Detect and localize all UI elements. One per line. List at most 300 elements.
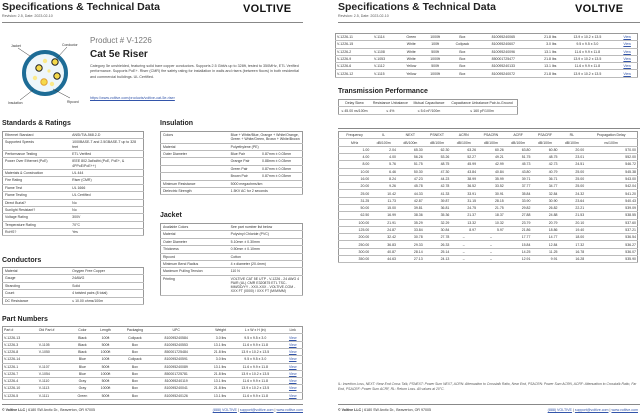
part-row — [336, 48, 638, 55]
cell — [373, 41, 399, 48]
table-row — [3, 184, 144, 191]
cell: 850001725477 — [478, 55, 529, 62]
view-link[interactable]: View — [283, 378, 302, 385]
value: VOLTIVE CAT 5E UTP - V-1226 - 24 AWG 4 PAIR (UL) CMR E320875 ETL TSC-MM/DD/YY - XXX-XXX - VOLTIVE.COM - XXX FT (0000) / XXX FT (M/M/MM) — [229, 275, 303, 295]
value: 1000BASE-T and 2.5GBASE-T up to 328 feet — [70, 139, 143, 151]
cell: V-1226-9 — [336, 55, 373, 62]
cell: 42.87 — [397, 197, 424, 204]
value: ANSI/TIA-568.2-D — [70, 132, 143, 139]
cell: 45.78 — [397, 183, 424, 190]
value: Polyethylene (PE) — [229, 143, 303, 150]
key: Flame Testing — [3, 192, 71, 199]
cell: 52.27 — [450, 154, 477, 161]
cell: – — [450, 234, 477, 241]
cell: V-1226-5 — [3, 392, 38, 399]
cell: White — [399, 48, 423, 55]
value: Solid — [70, 282, 143, 289]
product-description: Category 5e unshielded, featuring solid bare copper conductors. Supports 2.5 Gbit/s up to 328ft, tested to 350MHz, ETL Verified performance. Supports PoE+. Riser (CMR) fire safety rating for installation in walls and risers (between floors) in both residential and commercial buildings. UL Certified. — [90, 64, 299, 79]
key — [161, 165, 229, 172]
table-row — [3, 177, 144, 184]
table-row — [161, 268, 303, 275]
value: UL Certified — [70, 192, 143, 199]
cell: 1000ft — [423, 34, 447, 41]
cell: 24.88 — [531, 212, 558, 219]
table-row — [161, 253, 303, 260]
unit-header: ns/100m — [585, 139, 637, 146]
value: See part number list below — [229, 224, 303, 231]
key: Ethernet Standard — [3, 132, 71, 139]
value: No — [70, 199, 143, 206]
cell: 537.21 — [585, 226, 637, 233]
value: 300V — [70, 214, 143, 221]
cell: Box — [118, 378, 153, 385]
cell: 21.53 — [558, 212, 585, 219]
cell: 38.99 — [450, 175, 477, 182]
cell: 23.01 — [558, 154, 585, 161]
part-row — [3, 363, 303, 370]
cell: 25.00 — [558, 168, 585, 175]
cell: 11.6 x 9.9 x 11.8 — [227, 378, 283, 385]
cell: 1000ft — [423, 70, 447, 77]
column-header: Propagation Delay — [585, 132, 637, 139]
footer-email[interactable]: support@voltive.com — [574, 408, 609, 412]
column-header: NEXT — [397, 132, 424, 139]
cell: V-1226-14 — [3, 356, 38, 363]
value: Oxygen Free Copper — [70, 268, 143, 275]
cell: 21.86 — [505, 226, 532, 233]
cell: ≤ 4% — [370, 107, 411, 114]
unit-header: dB/100m — [531, 139, 558, 146]
cell: 13.9 x 10.2 x 13.5 — [227, 370, 283, 377]
part-row — [336, 55, 638, 62]
cell: 810095240553 — [152, 341, 200, 348]
cell: 11.6 x 9.9 x 11.8 — [227, 392, 283, 399]
table-row — [339, 255, 638, 262]
cell: V-1107 — [38, 363, 72, 370]
cell: 49.21 — [477, 154, 505, 161]
cell: Blue — [71, 356, 93, 363]
view-link[interactable]: View — [283, 356, 302, 363]
table-row — [339, 161, 638, 168]
cell: 37.77 — [505, 183, 532, 190]
view-link[interactable]: View — [283, 370, 302, 377]
table-row — [339, 183, 638, 190]
standards-table — [2, 131, 144, 236]
key: RoHS? — [3, 229, 71, 236]
cell: 21.8 lbs — [200, 348, 227, 355]
column-header: Delay Skew — [339, 100, 370, 107]
footer-left — [338, 408, 431, 412]
cell: 810095240126 — [152, 392, 200, 399]
part-row — [3, 334, 303, 341]
cell: 21.8 lbs — [200, 370, 227, 377]
cell: 536.07 — [585, 248, 637, 255]
cell: 36.81 — [424, 205, 451, 212]
unit-header: dB/100m — [477, 139, 505, 146]
value: Cotton — [229, 253, 303, 260]
key: Gauge — [3, 275, 71, 282]
cell: – — [450, 241, 477, 248]
cell: 25.00 — [339, 190, 371, 197]
cell: 39.87 — [424, 197, 451, 204]
key: Direct Burial? — [3, 199, 71, 206]
cell: 50.30 — [397, 168, 424, 175]
cell: 9.5 x 9.5 x 3.0 — [227, 356, 283, 363]
sep: | — [609, 408, 611, 412]
cell: 500ft — [94, 341, 118, 348]
key: Thickness — [161, 246, 229, 253]
cell: 24.13 — [424, 255, 451, 262]
cell: 62.30 — [424, 146, 451, 153]
column-header: Part # — [3, 327, 38, 334]
cell: 543.00 — [585, 175, 637, 182]
cell: 11.6 x 9.9 x 11.8 — [557, 63, 617, 70]
cell: 65.30 — [397, 146, 424, 153]
table-row — [3, 297, 144, 304]
cell: Coilpack — [118, 356, 153, 363]
value: 24AWG — [70, 275, 143, 282]
cell: Box — [118, 385, 153, 392]
cell: Box — [118, 363, 153, 370]
cell: Box — [447, 34, 478, 41]
cell: 1000ft — [94, 348, 118, 355]
view-link[interactable]: View — [283, 363, 302, 370]
table-row — [339, 226, 638, 233]
cell: 541.20 — [585, 190, 637, 197]
table-row — [3, 206, 144, 213]
view-link[interactable]: View — [283, 392, 302, 399]
cell: 810095240089 — [152, 363, 200, 370]
cell: ≤ 160 pF/100m — [447, 107, 517, 114]
view-link[interactable]: View — [617, 55, 637, 62]
table-row — [3, 132, 144, 139]
table-row — [161, 187, 303, 194]
cell: 44.33 — [397, 190, 424, 197]
table-row — [339, 190, 638, 197]
cell: 39.81 — [397, 205, 424, 212]
cell: 540.43 — [585, 197, 637, 204]
cell: 56.26 — [397, 154, 424, 161]
key: Performance Testing — [3, 150, 71, 157]
value: 4 x diameter (20.4mm) — [229, 260, 303, 267]
unit-header: MHz — [339, 139, 371, 146]
cell: 29.82 — [505, 205, 532, 212]
cell: 3.0 lbs — [529, 41, 558, 48]
cell: 810095240133 — [478, 63, 529, 70]
cell: 14.77 — [531, 234, 558, 241]
column-header: ACRF — [505, 132, 532, 139]
footer-web[interactable]: www.voltive.com — [611, 408, 638, 412]
cell: 40.87 — [370, 248, 397, 255]
cell: 63.26 — [450, 146, 477, 153]
transmission-table — [338, 131, 638, 263]
footer-phone[interactable]: (888) VOLTIVE — [212, 408, 237, 412]
cell: 536.27 — [585, 241, 637, 248]
unit-header: dB/100m — [397, 139, 424, 146]
key: Voltage Rating — [3, 214, 71, 221]
view-link[interactable]: View — [617, 70, 637, 77]
key — [161, 173, 229, 180]
cell: 4.00 — [339, 154, 371, 161]
table-row — [339, 146, 638, 153]
cell: 27.78 — [424, 234, 451, 241]
cell: 63.80 — [505, 146, 532, 153]
cell: 25.14 — [424, 248, 451, 255]
cell: V-1226-7 — [3, 370, 38, 377]
cell — [38, 356, 72, 363]
footer-web[interactable]: www.voltive.com — [276, 408, 303, 412]
cell: V-1115 — [373, 70, 399, 77]
cell: 40.79 — [531, 168, 558, 175]
key: Ripcord — [161, 253, 229, 260]
cell: 33.91 — [450, 190, 477, 197]
cell: 10.42 — [370, 190, 397, 197]
cell: 9.91 — [531, 255, 558, 262]
column-header: IL — [370, 132, 397, 139]
cell: White — [399, 55, 423, 62]
cell: 60.26 — [477, 146, 505, 153]
cell: 1.00 — [339, 146, 371, 153]
cell: 350.00 — [339, 255, 371, 262]
cell: Black — [71, 348, 93, 355]
cell: – — [477, 255, 505, 262]
key: Sunlight Resistant? — [3, 206, 71, 213]
cell: – — [477, 234, 505, 241]
table-row — [161, 275, 303, 295]
cell: Box — [118, 370, 153, 377]
cell: 26.82 — [531, 205, 558, 212]
cell: 100ft — [94, 334, 118, 341]
od-pair: Orange Pair — [229, 158, 260, 165]
part-numbers-table-continued — [335, 33, 638, 78]
column-header: Resistance Unbalance — [370, 100, 411, 107]
footer-right — [213, 408, 303, 412]
cell: 13.9 x 10.2 x 13.5 — [557, 34, 617, 41]
value: 5.10mm ± 0.30mm — [229, 238, 303, 245]
cell: 51.75 — [505, 154, 532, 161]
cell: 11.6 x 9.9 x 11.8 — [227, 341, 283, 348]
table-row — [161, 165, 303, 172]
part-row — [3, 370, 303, 377]
cell: 20.00 — [558, 146, 585, 153]
cell: 19.40 — [558, 226, 585, 233]
cell: 23.79 — [505, 219, 532, 226]
part-row — [336, 41, 638, 48]
part-row — [3, 378, 303, 385]
jacket-heading: Jacket — [160, 212, 182, 219]
od-pair: Green Pair — [229, 165, 260, 172]
cell: V-1110 — [38, 378, 72, 385]
cell: Yellow — [399, 63, 423, 70]
cell: V-1226-1 — [3, 363, 38, 370]
jacket-table — [160, 223, 303, 296]
cell: 15.00 — [370, 205, 397, 212]
cell: 42.78 — [424, 183, 451, 190]
key: Dielectric Strength — [161, 187, 229, 194]
cell: 43.84 — [450, 168, 477, 175]
view-link[interactable]: View — [283, 385, 302, 392]
cell: 25.00 — [558, 175, 585, 182]
label-insulation: Insulation — [8, 101, 23, 105]
view-link[interactable]: View — [283, 334, 302, 341]
cell: 30.90 — [531, 197, 558, 204]
cell: 17.32 — [558, 241, 585, 248]
view-link[interactable]: View — [283, 348, 302, 355]
table-row — [339, 248, 638, 255]
cell: V-1226-3 — [3, 341, 38, 348]
key: Power Over Ethernet (PoE) — [3, 158, 71, 170]
revision: Revision: 2.5, Date: 2023-02-10 — [2, 14, 53, 18]
cell: 48.75 — [531, 154, 558, 161]
value: 5000 megaohms/km — [229, 180, 303, 187]
column-header: Capacitance Unbalance Pair-to-Ground — [447, 100, 517, 107]
cell: 8.00 — [339, 161, 371, 168]
table-row — [161, 132, 303, 144]
cell: 100ft — [94, 356, 118, 363]
cell: 32.42 — [370, 234, 397, 241]
table-row — [339, 219, 638, 226]
cell: 13.9 x 10.2 x 13.5 — [227, 385, 283, 392]
cell: 47.23 — [397, 175, 424, 182]
table-row — [3, 169, 144, 176]
sep: | — [572, 408, 574, 412]
cell: 21.37 — [450, 212, 477, 219]
key: Outer Diameter — [161, 150, 229, 157]
cell: 8.97 — [450, 226, 477, 233]
od-value: 0.87mm ± 0.03mm — [260, 165, 302, 172]
footer-address: 6180 SW Arctic Dr., Beaverton, OR 97005 — [28, 408, 96, 412]
table-row — [161, 224, 303, 231]
product-link[interactable]: https://www.voltive.com/products/voltive-cat-5e-riser — [90, 96, 175, 100]
cell: 35.99 — [477, 175, 505, 182]
sep: | — [26, 408, 28, 412]
cell: 29.33 — [397, 241, 424, 248]
column-header: ACRN — [450, 132, 477, 139]
cell: Green — [399, 34, 423, 41]
table-row — [161, 150, 303, 157]
value: 1.5KV AC for 2 seconds — [229, 187, 303, 194]
cell: 22.21 — [558, 205, 585, 212]
unit-header: dB/100m — [370, 139, 397, 146]
cell: 11.6 x 9.9 x 11.8 — [227, 363, 283, 370]
cell: 32.29 — [424, 219, 451, 226]
part-row — [3, 348, 303, 355]
cell: V-1050 — [38, 348, 72, 355]
cell: 28.14 — [397, 248, 424, 255]
table-row — [161, 260, 303, 267]
table-row — [3, 192, 144, 199]
cell: 810095240584 — [152, 334, 200, 341]
table-row — [161, 180, 303, 187]
cell: Box — [447, 48, 478, 55]
cell: 30.91 — [477, 190, 505, 197]
cell: 24.87 — [370, 226, 397, 233]
cell: 4.00 — [370, 154, 397, 161]
value: UL 444 — [70, 169, 143, 176]
part-row — [3, 392, 303, 399]
key: DC Resistance — [3, 297, 71, 304]
cell: 40.84 — [477, 168, 505, 175]
key: Colors — [161, 132, 229, 144]
table-row — [161, 143, 303, 150]
cell: 60.80 — [531, 146, 558, 153]
cell: – — [450, 255, 477, 262]
cell: 35.29 — [397, 219, 424, 226]
cell: 200.00 — [339, 234, 371, 241]
cell: Gray — [71, 385, 93, 392]
view-link[interactable]: View — [283, 341, 302, 348]
cell: 16.28 — [558, 255, 585, 262]
footer-phone[interactable]: (888) VOLTIVE — [547, 408, 572, 412]
product-name: Cat 5e Riser — [90, 49, 148, 60]
part-row — [336, 34, 638, 41]
value: Yes — [70, 229, 143, 236]
column-header: UPC — [152, 327, 200, 334]
cell: 33.90 — [505, 197, 532, 204]
view-link[interactable]: View — [617, 34, 637, 41]
part-row — [3, 356, 303, 363]
cell: 10.00 — [339, 168, 371, 175]
cell: 31.15 — [450, 197, 477, 204]
column-header: PSACRF — [531, 132, 558, 139]
cell: 5.76 — [370, 161, 397, 168]
part-row — [3, 341, 303, 348]
column-header: Old Part # — [38, 327, 72, 334]
key: Stranding — [3, 282, 71, 289]
insulation-table — [160, 131, 303, 195]
cell: 21.75 — [477, 205, 505, 212]
table-row — [339, 168, 638, 175]
cell: 35.36 — [424, 212, 451, 219]
cell: 13.1 lbs — [200, 341, 227, 348]
cell: ≤ 5.6 nF/100m — [411, 107, 447, 114]
logo: VOLTIVE — [575, 3, 624, 15]
cell: 12.84 — [531, 241, 558, 248]
sep: | — [237, 408, 239, 412]
column-header: Length — [94, 327, 118, 334]
sep: | — [274, 408, 276, 412]
cell: 13.1 lbs — [200, 363, 227, 370]
footer-email[interactable]: support@voltive.com — [239, 408, 274, 412]
table-row — [161, 238, 303, 245]
cell: 11.6 x 9.9 x 11.8 — [557, 48, 617, 55]
cell: 250.00 — [339, 241, 371, 248]
cell: Box — [118, 392, 153, 399]
view-link[interactable]: View — [617, 63, 637, 70]
cell: Green — [71, 392, 93, 399]
column-header: Mutual Capacitance — [411, 100, 447, 107]
value: Polyvinyl Chloride (PVC) — [229, 231, 303, 238]
unit-header: dB/100m — [558, 139, 585, 146]
view-link[interactable]: View — [617, 48, 637, 55]
cell: 300.00 — [339, 248, 371, 255]
view-link[interactable]: View — [617, 41, 637, 48]
table-row — [3, 199, 144, 206]
cell: 9.5 x 9.5 x 3.0 — [557, 41, 617, 48]
cell: V-1113 — [38, 385, 72, 392]
cell: 30.78 — [397, 234, 424, 241]
cell: 25.00 — [558, 183, 585, 190]
cell: 3.0 lbs — [200, 334, 227, 341]
table-row — [339, 241, 638, 248]
cell: 9.26 — [370, 183, 397, 190]
cell: Box — [447, 63, 478, 70]
cell: – — [450, 248, 477, 255]
cell: 47.30 — [424, 168, 451, 175]
od-pair: Blue Pair — [229, 150, 260, 157]
cell: 36.83 — [370, 241, 397, 248]
cell: 36.71 — [531, 175, 558, 182]
